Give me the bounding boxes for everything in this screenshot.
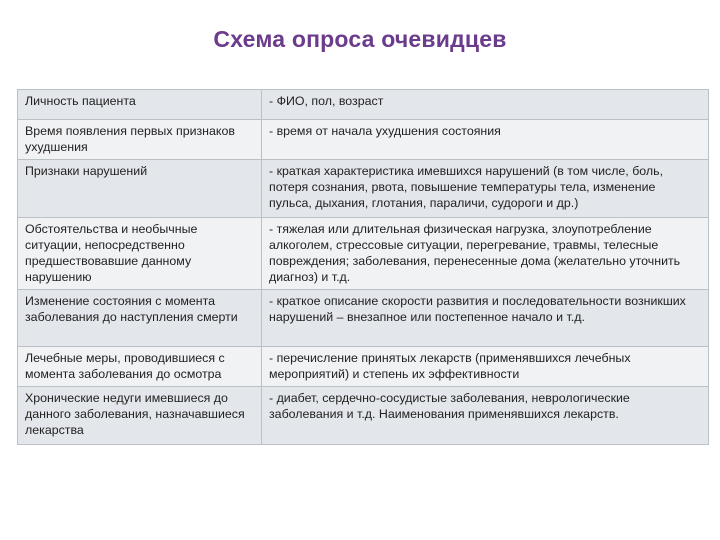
row-value: - перечисление принятых лекарств (применявшихся лечебных мероприятий) и степень их эффективности (262, 347, 709, 387)
row-label: Личность пациента (18, 90, 262, 120)
table-row (18, 218, 709, 290)
row-value: - диабет, сердечно-сосудистые заболевания, неврологические заболевания и т.д. Наименования применявшихся лекарств. (262, 387, 709, 445)
table-row (18, 387, 709, 445)
table-row (18, 160, 709, 218)
row-label: Изменение состояния с момента заболевания до наступления смерти (18, 290, 262, 347)
page-title: Схема опроса очевидцев (213, 26, 507, 52)
row-value: - краткое описание скорости развития и последовательности возникших нарушений – внезапное или постепенное начало и т.д. (262, 290, 709, 347)
row-value: - тяжелая или длительная физическая нагрузка, злоупотребление алкоголем, стрессовые ситуации, перегревание, травмы, телесные повреждения; заболевания, перенесенные дома (желательно уточнить диагноз) и т.д. (262, 218, 709, 290)
table-row (18, 90, 709, 120)
row-label: Время появления первых признаков ухудшения (18, 120, 262, 160)
row-label: Лечебные меры, проводившиеся с момента заболевания до осмотра (18, 347, 262, 387)
table-row (18, 290, 709, 347)
row-label: Обстоятельства и необычные ситуации, непосредственно предшествовавшие данному нарушению (18, 218, 262, 290)
row-label: Признаки нарушений (18, 160, 262, 218)
survey-table (17, 89, 709, 445)
row-value: - время от начала ухудшения состояния (262, 120, 709, 160)
table-row (18, 347, 709, 387)
table-row (18, 120, 709, 160)
row-label: Хронические недуги имевшиеся до данного заболевания, назначавшиеся лекарства (18, 387, 262, 445)
row-value: - краткая характеристика имевшихся нарушений (в том числе, боль, потеря сознания, рвота, повышение температуры тела, изменение пульса, дыхания, глотания, параличи, судороги и др.) (262, 160, 709, 218)
row-value: - ФИО, пол, возраст (262, 90, 709, 120)
